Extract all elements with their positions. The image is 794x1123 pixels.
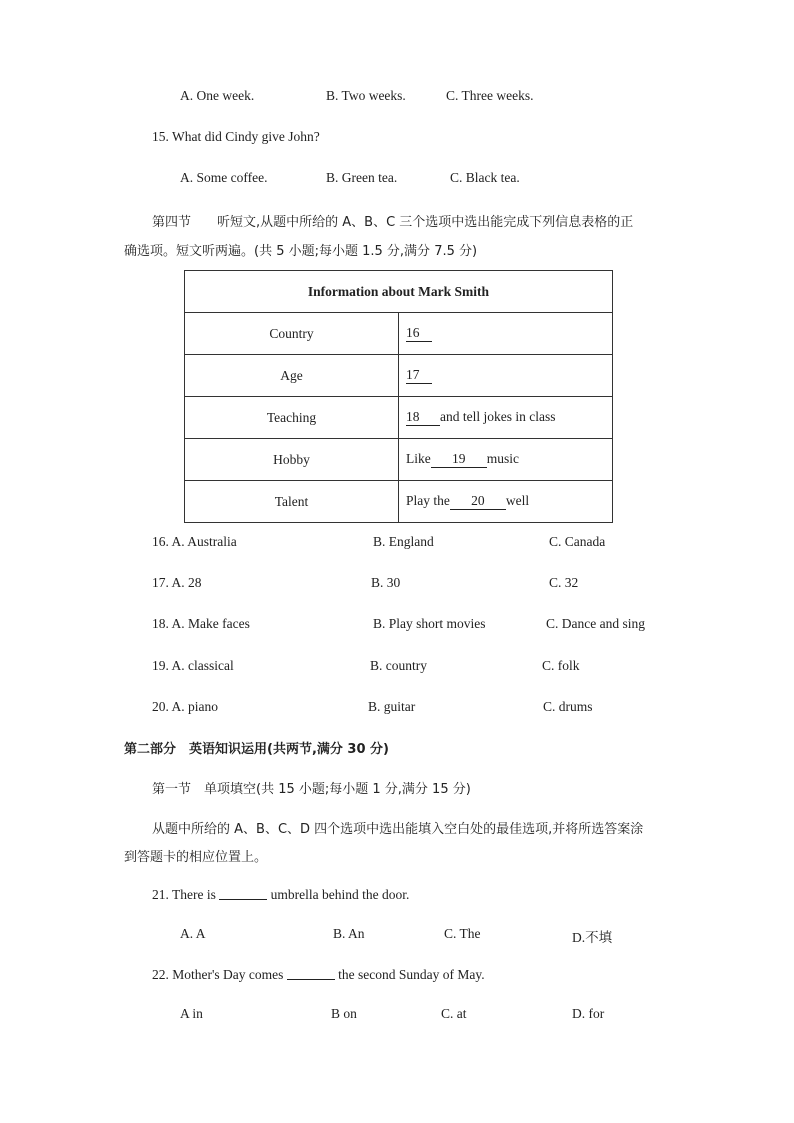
q21-blank (219, 886, 267, 900)
q17-option-b: B. 30 (371, 575, 401, 590)
q21-option-b: B. An (333, 926, 365, 941)
q20-option-c: C. drums (543, 699, 593, 714)
blank-19: 19 (431, 452, 487, 468)
q21-question (152, 886, 409, 903)
part2-subheading: 第一节 单项填空(共 15 小题;每小题 1 分,满分 15 分) (152, 782, 471, 797)
talent-pre-text: Play the (406, 493, 450, 509)
q17-option-c: C. 32 (549, 575, 579, 590)
teaching-post-text: and tell jokes in class (440, 409, 556, 425)
row-value-hobby (399, 439, 613, 481)
q22-pre-text: 22. Mother's Day comes (152, 967, 284, 982)
q15-option-c: C. Black tea. (450, 170, 520, 185)
q18-option-c: C. Dance and sing (546, 616, 645, 631)
q22-option-d: D. for (572, 1006, 605, 1021)
row-label-hobby: Hobby (185, 439, 399, 481)
table-row (185, 355, 613, 397)
q20-option-b: B. guitar (368, 699, 416, 714)
row-label-talent: Talent (185, 481, 399, 523)
row-label-teaching: Teaching (185, 397, 399, 439)
blank-18: 18 (406, 410, 440, 426)
hobby-pre-text: Like (406, 451, 431, 467)
q22-post-text: the second Sunday of May. (338, 967, 485, 982)
row-label-age: Age (185, 355, 399, 397)
q18-option-a: 18. A. Make faces (152, 616, 250, 631)
q14-option-b: B. Two weeks. (326, 88, 406, 103)
row-value-age (399, 355, 613, 397)
row-value-country (399, 313, 613, 355)
q18-option-b: B. Play short movies (373, 616, 486, 631)
blank-17: 17 (406, 368, 432, 384)
row-value-teaching (399, 397, 613, 439)
blank-16: 16 (406, 326, 432, 342)
q16-option-c: C. Canada (549, 534, 606, 549)
q21-option-d: D.不填 (572, 930, 613, 945)
part2-heading: 第二部分 英语知识运用(共两节,满分 30 分) (124, 742, 389, 757)
section4-instruction-line2: 确选项。短文听两遍。(共 5 小题;每小题 1.5 分,满分 7.5 分) (124, 244, 478, 259)
q15-question: 15. What did Cindy give John? (152, 129, 320, 144)
q21-option-c: C. The (444, 926, 481, 941)
table-row (185, 481, 613, 523)
table-row (185, 313, 613, 355)
hobby-post-text: music (486, 451, 519, 467)
row-label-country: Country (185, 313, 399, 355)
talent-post-text: well (505, 493, 530, 509)
q15-option-b: B. Green tea. (326, 170, 398, 185)
q21-post-text: umbrella behind the door. (270, 887, 410, 902)
table-row (185, 397, 613, 439)
q20-option-a: 20. A. piano (152, 699, 218, 714)
section4-instruction-line1: 第四节 听短文,从题中所给的 A、B、C 三个选项中选出能完成下列信息表格的正 (152, 215, 634, 230)
q19-option-a: 19. A. classical (152, 658, 234, 673)
q19-option-c: C. folk (542, 658, 580, 673)
q16-option-a: 16. A. Australia (152, 534, 237, 549)
q21-pre-text: 21. There is (152, 887, 216, 902)
table-row (185, 439, 613, 481)
q21-option-a: A. A (180, 926, 206, 941)
part2-instruction-line1: 从题中所给的 A、B、C、D 四个选项中选出能填入空白处的最佳选项,并将所选答案涂 (152, 822, 644, 837)
blank-20: 20 (450, 494, 506, 510)
q22-question (152, 966, 485, 983)
q22-option-b: B on (331, 1006, 357, 1021)
info-table-title: Information about Mark Smith (185, 271, 613, 313)
part2-instruction-line2: 到答题卡的相应位置上。 (124, 850, 268, 865)
row-value-talent (399, 481, 613, 523)
q14-option-c: C. Three weeks. (446, 88, 534, 103)
q16-option-b: B. England (373, 534, 434, 549)
q17-option-a: 17. A. 28 (152, 575, 202, 590)
q22-option-c: C. at (441, 1006, 467, 1021)
q19-option-b: B. country (370, 658, 427, 673)
q15-option-a: A. Some coffee. (180, 170, 268, 185)
info-table (184, 270, 613, 523)
q22-blank (287, 966, 335, 980)
q14-option-a: A. One week. (180, 88, 255, 103)
q22-option-a: A in (180, 1006, 203, 1021)
